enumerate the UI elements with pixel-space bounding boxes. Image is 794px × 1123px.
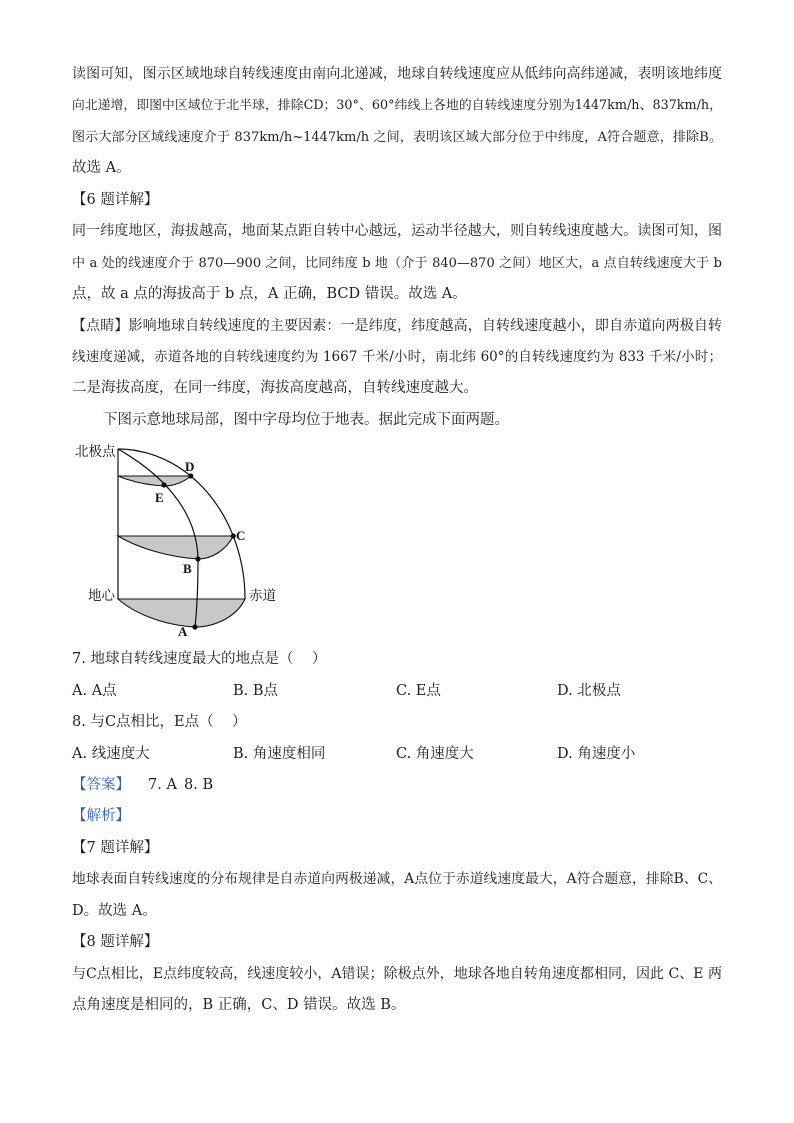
section-heading-q8: 【8 题详解】 [72, 934, 159, 951]
tip-line: 二是海拔高度，在同一纬度，海拔高度越高，自转线速度越大。 [72, 380, 478, 397]
answer-item: 8. B [184, 777, 214, 793]
outer-meridian-arc [118, 449, 245, 599]
earth-section-diagram [72, 436, 722, 644]
question-8-stem: 8. 与C点相比，E点（ ） [72, 714, 247, 731]
tip-line: 【点睛】影响地球自转线速度的主要因素：一是纬度，纬度越高，自转线速度越小，即自赤道向两极自转 [72, 317, 722, 334]
point-a-marker [192, 625, 197, 630]
point-d-label: D [185, 459, 195, 475]
equator-label: 赤道 [249, 588, 276, 605]
text-line: 同一纬度地区，海拔越高，地面某点距自转中心越远，运动半径越大，则自转线速度越大。读图可知，图 [72, 223, 722, 240]
point-a-label: A [178, 624, 188, 640]
figure-lead-text: 下图示意地球局部，图中字母均位于地表。据此完成下面两题。 [103, 411, 509, 428]
question-8-options [72, 739, 722, 770]
question-7-stem: 7. 地球自转线速度最大的地点是（ ） [72, 651, 327, 668]
option-b: B. 角速度相同 [233, 745, 326, 762]
earth-center-label: 地心 [88, 588, 115, 605]
text-line: 中 a 处的线速度介于 870—900 之间，比同纬度 b 地（介于 840—870 之间）地区大，a 点自转线速度大于 b [72, 255, 722, 271]
text-line: 向北递增，即图中区域位于北半球，排除CD；30°、60°纬线上各地的自转线速度分别为1447km/h、837km/h， [72, 98, 722, 114]
middle-latitude-section [118, 536, 233, 559]
text-line: 点角速度是相同的，B 正确，C、D 错误。故选 B。 [72, 997, 406, 1014]
option-b: B. B点 [233, 682, 279, 699]
option-a: A. 线速度大 [72, 745, 150, 762]
text-line: 地球表面自转线速度的分布规律是自赤道向两极递减，A点位于赤道线速度最大，A符合题意，排除B、C、 [72, 871, 722, 888]
point-c-label: C [236, 528, 246, 544]
north-pole-label: 北极点 [75, 444, 116, 461]
option-d: D. 北极点 [557, 682, 621, 699]
text-line: D。故选 A。 [72, 902, 157, 919]
option-a: A. A点 [72, 682, 117, 699]
upper-latitude-section [118, 476, 191, 486]
option-c: C. E点 [396, 682, 441, 699]
text-column [72, 59, 722, 1022]
point-b-label: B [183, 561, 192, 577]
text-line: 与C点相比，E点纬度较高，线速度较小，A错误；除极点外，地球各地自转角速度都相同，因此 C、E 两 [72, 965, 722, 982]
text-line: 故选 A。 [72, 160, 131, 177]
analysis-label: 【解析】 [72, 808, 130, 825]
answer-item: 7. A [148, 777, 177, 793]
point-e-label: E [155, 490, 164, 506]
text-line: 点，故 a 点的海拔高于 b 点，A 正确，BCD 错误。故选 A。 [72, 286, 467, 303]
option-d: D. 角速度小 [557, 745, 636, 762]
tip-line: 线速度递减，赤道各地的自转线速度约为 1667 千米/小时，南北纬 60°的自转线速度约为 833 千米/小时； [72, 348, 722, 365]
answer-line [72, 770, 722, 801]
point-b-marker [195, 557, 200, 562]
option-c: C. 角速度大 [396, 745, 474, 762]
point-d-marker [188, 474, 193, 479]
question-7-options [72, 676, 722, 707]
text-line: 图示大部分区域线速度介于 837km/h~1447km/h 之间，表明该区域大部分位于中纬度，A符合题意，排除B。 [72, 129, 722, 145]
text-line: 读图可知，图示区域地球自转线速度由南向北递减，地球自转线速度应从低纬向高纬递减，表明该地纬度 [72, 66, 722, 82]
equator-section [118, 599, 245, 627]
section-heading-q6: 【6 题详解】 [72, 191, 159, 208]
answer-label: 【答案】 [72, 777, 130, 793]
point-e-marker [161, 483, 166, 488]
section-heading-q7: 【7 题详解】 [72, 839, 159, 856]
